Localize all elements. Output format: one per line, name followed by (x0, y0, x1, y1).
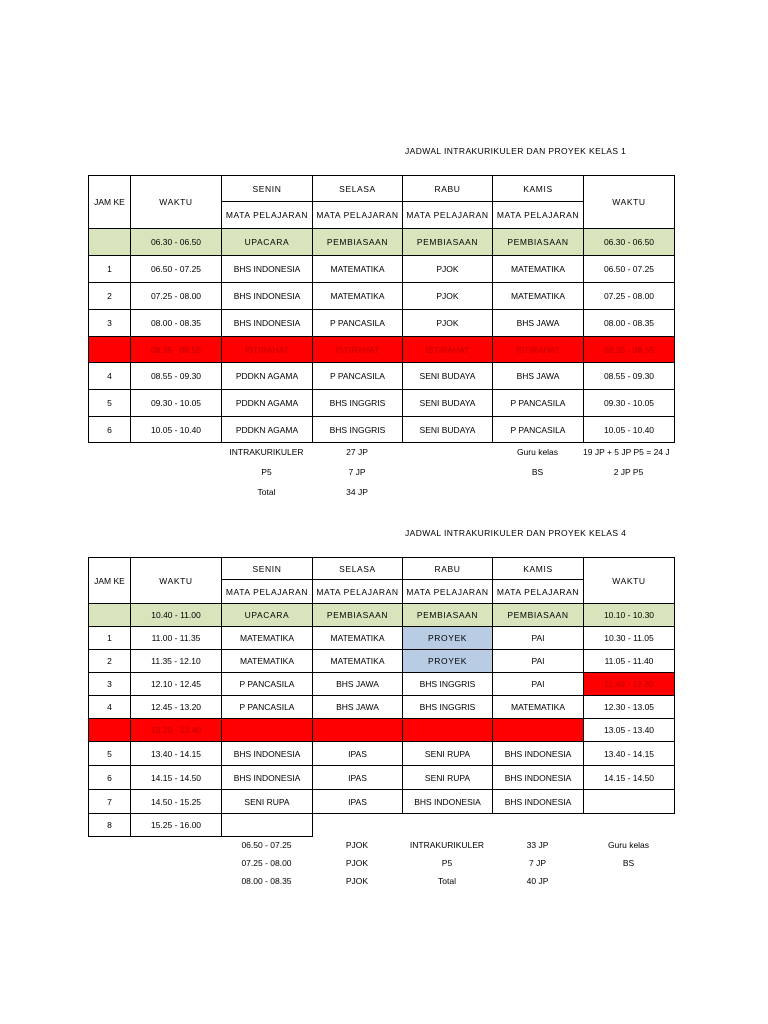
subject-cell: PEMBIASAAN (313, 604, 403, 627)
subject-cell (222, 814, 313, 837)
time-cell-right: 10.05 - 10.40 (584, 417, 675, 443)
time-cell: 08.55 - 09.30 (131, 363, 222, 390)
subject-cell: BHS INDONESIA (222, 256, 313, 283)
day-header: SENIN (222, 176, 313, 202)
p5-label: P5 (261, 467, 272, 477)
subject-subheader: MATA PELAJARAN (313, 580, 403, 604)
row-number: 6 (89, 417, 131, 443)
subject-cell: PEMBIASAAN (493, 229, 584, 256)
subject-cell: SENI RUPA (222, 790, 313, 814)
subject-cell: BHS INGGRIS (403, 673, 493, 696)
subject-cell (493, 814, 584, 837)
subject-cell: PDDKN AGAMA (222, 390, 313, 417)
jam-ke-header: JAM KE (89, 558, 131, 604)
table-row (89, 604, 675, 627)
day-header: SELASA (313, 558, 403, 580)
subject-cell: ISTIRAHAT (222, 337, 313, 363)
p5-label: P5 (441, 858, 453, 868)
time-cell-right: 06.30 - 06.50 (584, 229, 675, 256)
extra-time: 08.00 - 08.35 (241, 876, 292, 886)
subject-cell: ISTIRAHAT (313, 337, 403, 363)
time-cell: 13.40 - 14.15 (131, 742, 222, 766)
time-cell: 07.25 - 08.00 (131, 283, 222, 310)
subject-cell: BHS INDONESIA (493, 766, 584, 790)
subject-cell: SENI RUPA (403, 742, 493, 766)
subject-cell: PEMBIASAAN (493, 604, 584, 627)
table-row (89, 696, 675, 719)
subject-cell: MATEMATIKA (493, 696, 584, 719)
time-cell-right: 11.05 - 11.40 (584, 650, 675, 673)
waktu-header-right: WAKTU (584, 558, 675, 604)
time-cell: 10.05 - 10.40 (131, 417, 222, 443)
subject-cell: BHS INDONESIA (493, 790, 584, 814)
subject-cell: MATEMATIKA (313, 650, 403, 673)
subject-cell (313, 814, 403, 837)
table-row (89, 229, 675, 256)
subject-cell: SENI BUDAYA (403, 417, 493, 443)
jam-ke-header: JAM KE (89, 176, 131, 229)
subject-cell: PDDKN AGAMA (222, 417, 313, 443)
row-number (89, 604, 131, 627)
row-number: 2 (89, 283, 131, 310)
day-header: RABU (403, 558, 493, 580)
time-cell-right (584, 814, 675, 837)
bs-label: BS (531, 467, 544, 477)
time-cell: 11.35 - 12.10 (131, 650, 222, 673)
intrakurikuler-label: INTRAKURIKULER (409, 840, 485, 850)
row-number: 1 (89, 627, 131, 650)
schedule-table-kelas-4 (88, 557, 675, 837)
subject-cell: BHS INDONESIA (403, 790, 493, 814)
table-row (89, 766, 675, 790)
waktu-header: WAKTU (131, 176, 222, 229)
day-header: KAMIS (493, 176, 584, 202)
subject-cell: ISTIRAHAT (403, 337, 493, 363)
table-row (89, 742, 675, 766)
table1-title: JADWAL INTRAKURIKULER DAN PROYEK KELAS 1 (405, 146, 627, 156)
total-value: 40 JP (526, 876, 549, 886)
subject-cell: P PANCASILA (222, 673, 313, 696)
time-cell: 08.00 - 08.35 (131, 310, 222, 337)
subject-subheader: MATA PELAJARAN (222, 580, 313, 604)
time-cell: 12.10 - 12.45 (131, 673, 222, 696)
row-number (89, 719, 131, 742)
proyek-cell: PROYEK (403, 627, 493, 650)
time-cell-right: 10.10 - 10.30 (584, 604, 675, 627)
break-row (89, 337, 675, 363)
row-number: 6 (89, 766, 131, 790)
subject-subheader: MATA PELAJARAN (222, 202, 313, 229)
time-cell: 10.40 - 11.00 (131, 604, 222, 627)
row-number: 3 (89, 310, 131, 337)
subject-cell: BHS INDONESIA (222, 310, 313, 337)
time-cell-right: 14.15 - 14.50 (584, 766, 675, 790)
table-row (89, 256, 675, 283)
row-number: 5 (89, 742, 131, 766)
intrakurikuler-label: INTRAKURIKULER (229, 447, 304, 457)
extra-time: 07.25 - 08.00 (241, 858, 292, 868)
total-label: Total (257, 487, 276, 497)
subject-cell: PEMBIASAAN (403, 229, 493, 256)
time-cell: 12.45 - 13.20 (131, 696, 222, 719)
time-cell: 11.00 - 11.35 (131, 627, 222, 650)
subject-cell: PDDKN AGAMA (222, 363, 313, 390)
subject-cell: P PANCASILA (493, 390, 584, 417)
break-row (89, 719, 675, 742)
time-cell: 06.50 - 07.25 (131, 256, 222, 283)
guru-kelas-label: Guru kelas (516, 447, 559, 457)
subject-cell: MATEMATIKA (493, 256, 584, 283)
time-cell-right: 09.30 - 10.05 (584, 390, 675, 417)
subject-cell: P PANCASILA (313, 363, 403, 390)
subject-cell: PAI (493, 627, 584, 650)
subject-subheader: MATA PELAJARAN (493, 202, 584, 229)
subject-cell: SENI RUPA (403, 766, 493, 790)
time-cell: 13.20 - 13.40 (131, 719, 222, 742)
time-cell-right: 08.00 - 08.35 (584, 310, 675, 337)
subject-cell: BHS INDONESIA (222, 742, 313, 766)
subject-cell (313, 719, 403, 742)
row-number: 7 (89, 790, 131, 814)
guru-kelas-value: 19 JP + 5 JP P5 = 24 J (583, 447, 670, 457)
subject-cell: MATEMATIKA (222, 650, 313, 673)
row-number: 8 (89, 814, 131, 837)
total-label: Total (438, 876, 456, 886)
time-cell: 15.25 - 16.00 (131, 814, 222, 837)
p5-value: 7 JP (348, 467, 366, 477)
subject-cell: BHS INGGRIS (313, 417, 403, 443)
time-cell-right (584, 790, 675, 814)
subject-cell: MATEMATIKA (313, 256, 403, 283)
p5-value: 7 JP (528, 858, 546, 868)
bs-value: 2 JP P5 (613, 467, 644, 477)
row-number (89, 337, 131, 363)
day-header: RABU (403, 176, 493, 202)
table-row (89, 283, 675, 310)
table-row (89, 310, 675, 337)
table-row (89, 627, 675, 650)
time-cell-right: 12.30 - 13.05 (584, 696, 675, 719)
day-header: KAMIS (493, 558, 584, 580)
subject-cell: BHS JAWA (313, 696, 403, 719)
time-cell-right-break: 11.40 - 12.30 (584, 673, 675, 696)
subject-cell (493, 719, 584, 742)
subject-subheader: MATA PELAJARAN (403, 580, 493, 604)
time-cell-right: 13.40 - 14.15 (584, 742, 675, 766)
subject-cell: MATEMATIKA (222, 627, 313, 650)
time-cell-right: 13.05 - 13.40 (584, 719, 675, 742)
row-number: 4 (89, 363, 131, 390)
subject-cell: BHS JAWA (493, 310, 584, 337)
time-cell: 06.30 - 06.50 (131, 229, 222, 256)
table-row (89, 390, 675, 417)
row-number: 1 (89, 256, 131, 283)
schedule-table-kelas-1 (88, 175, 675, 443)
subject-cell: UPACARA (222, 229, 313, 256)
subject-cell: SENI BUDAYA (403, 390, 493, 417)
time-cell-right: 10.30 - 11.05 (584, 627, 675, 650)
subject-cell: P PANCASILA (222, 696, 313, 719)
time-cell: 08.35 - 08.55 (131, 337, 222, 363)
table-row (89, 417, 675, 443)
waktu-header-right: WAKTU (584, 176, 675, 229)
table-row (89, 673, 675, 696)
row-number: 3 (89, 673, 131, 696)
total-value: 34 JP (346, 487, 368, 497)
subject-subheader: MATA PELAJARAN (493, 580, 584, 604)
table-row (89, 814, 675, 837)
subject-cell: PEMBIASAAN (403, 604, 493, 627)
subject-cell: P PANCASILA (493, 417, 584, 443)
subject-cell: PAI (493, 650, 584, 673)
intrakurikuler-value: 33 JP (526, 840, 549, 850)
extra-subject: PJOK (345, 840, 369, 850)
subject-cell: BHS INGGRIS (403, 696, 493, 719)
extra-time: 06.50 - 07.25 (241, 840, 292, 850)
subject-cell: UPACARA (222, 604, 313, 627)
guru-kelas-label: Guru kelas (607, 840, 650, 850)
subject-cell: BHS JAWA (313, 673, 403, 696)
row-number (89, 229, 131, 256)
row-number: 4 (89, 696, 131, 719)
proyek-cell: PROYEK (403, 650, 493, 673)
subject-cell: PEMBIASAAN (313, 229, 403, 256)
subject-cell: PJOK (403, 310, 493, 337)
subject-cell: MATEMATIKA (493, 283, 584, 310)
row-number: 5 (89, 390, 131, 417)
subject-cell: BHS INDONESIA (493, 742, 584, 766)
table-row (89, 650, 675, 673)
subject-cell: BHS JAWA (493, 363, 584, 390)
time-cell-right: 07.25 - 08.00 (584, 283, 675, 310)
time-cell-right: 08.55 - 09.30 (584, 363, 675, 390)
row-number: 2 (89, 650, 131, 673)
subject-cell: PAI (493, 673, 584, 696)
time-cell: 14.50 - 15.25 (131, 790, 222, 814)
extra-subject: PJOK (345, 858, 369, 868)
table2-title: JADWAL INTRAKURIKULER DAN PROYEK KELAS 4 (405, 528, 627, 538)
table-row (89, 790, 675, 814)
subject-cell: MATEMATIKA (313, 283, 403, 310)
extra-subject: PJOK (345, 876, 369, 886)
subject-cell: IPAS (313, 742, 403, 766)
subject-cell: BHS INDONESIA (222, 766, 313, 790)
day-header: SELASA (313, 176, 403, 202)
subject-cell: ISTIRAHAT (493, 337, 584, 363)
subject-cell: MATEMATIKA (313, 627, 403, 650)
bs-label: BS (622, 858, 635, 868)
subject-cell: BHS INGGRIS (313, 390, 403, 417)
subject-cell (222, 719, 313, 742)
subject-cell: BHS INDONESIA (222, 283, 313, 310)
time-cell-right: 08.35 - 08.55 (584, 337, 675, 363)
subject-cell: IPAS (313, 766, 403, 790)
subject-subheader: MATA PELAJARAN (403, 202, 493, 229)
subject-cell: IPAS (313, 790, 403, 814)
subject-cell (403, 719, 493, 742)
subject-cell: SENI BUDAYA (403, 363, 493, 390)
subject-cell: P PANCASILA (313, 310, 403, 337)
time-cell: 14.15 - 14.50 (131, 766, 222, 790)
time-cell-right: 06.50 - 07.25 (584, 256, 675, 283)
time-cell: 09.30 - 10.05 (131, 390, 222, 417)
subject-cell: PJOK (403, 256, 493, 283)
table-row (89, 363, 675, 390)
subject-cell: PJOK (403, 283, 493, 310)
intrakurikuler-value: 27 JP (346, 447, 368, 457)
waktu-header: WAKTU (131, 558, 222, 604)
day-header: SENIN (222, 558, 313, 580)
subject-subheader: MATA PELAJARAN (313, 202, 403, 229)
subject-cell (403, 814, 493, 837)
